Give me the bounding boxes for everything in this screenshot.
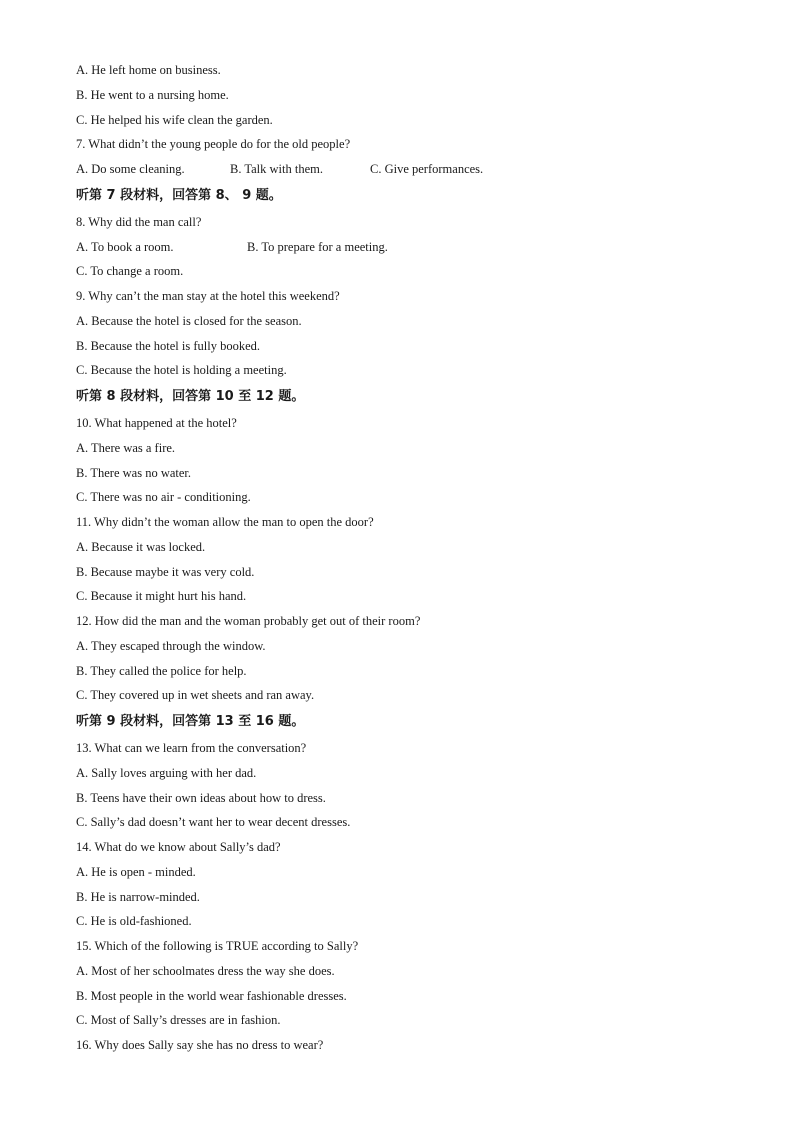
- option-12c: C. They covered up in wet sheets and ran away.: [76, 688, 315, 703]
- option-14a: A. He is open - minded.: [76, 864, 196, 879]
- question-10: 10. What happened at the hotel?: [76, 416, 237, 430]
- option-8c: C. To change a room.: [76, 264, 184, 279]
- option-14c: C. He is old-fashioned.: [76, 914, 192, 929]
- option-7c: C. Give performances.: [370, 162, 484, 176]
- option-8a: A. To book a room.: [76, 239, 174, 254]
- option-6a: A. He left home on business.: [76, 63, 221, 77]
- option-12a: A. They escaped through the window.: [76, 638, 266, 653]
- question-14: 14. What do we know about Sally’s dad?: [76, 840, 281, 854]
- option-15a: A. Most of her schoolmates dress the way she does.: [76, 963, 335, 978]
- option-6b: B. He went to a nursing home.: [76, 87, 229, 102]
- option-9b: B. Because the hotel is fully booked.: [76, 338, 260, 353]
- option-15c: C. Most of Sally’s dresses are in fashion.: [76, 1013, 281, 1028]
- option-9c: C. Because the hotel is holding a meeting.: [76, 363, 287, 378]
- question-9: 9. Why can’t the man stay at the hotel this weekend?: [76, 289, 340, 303]
- section-heading-7: 听第 7 段材料，回答第 8、 9 题。: [76, 187, 282, 203]
- document-page: [76, 58, 726, 1058]
- option-14b: B. He is narrow-minded.: [76, 889, 200, 904]
- option-13c: C. Sally’s dad doesn’t want her to wear decent dresses.: [76, 815, 351, 830]
- option-8b: B. To prepare for a meeting.: [247, 239, 388, 254]
- option-11b: B. Because maybe it was very cold.: [76, 564, 255, 579]
- option-6c: C. He helped his wife clean the garden.: [76, 112, 273, 127]
- option-11a: A. Because it was locked.: [76, 539, 206, 554]
- option-13b: B. Teens have their own ideas about how to dress.: [76, 790, 326, 805]
- option-10b: B. There was no water.: [76, 465, 192, 480]
- option-15b: B. Most people in the world wear fashionable dresses.: [76, 988, 347, 1003]
- question-7-options: [76, 157, 726, 182]
- option-13a: A. Sally loves arguing with her dad.: [76, 765, 257, 780]
- option-7b: B. Talk with them.: [230, 162, 323, 176]
- option-12b: B. They called the police for help.: [76, 663, 247, 678]
- option-10a: A. There was a fire.: [76, 440, 176, 455]
- option-11c: C. Because it might hurt his hand.: [76, 589, 247, 604]
- question-16: 16. Why does Sally say she has no dress to wear?: [76, 1038, 324, 1052]
- section-heading-8: 听第 8 段材料，回答第 10 至 12 题。: [76, 389, 305, 404]
- question-13: 13. What can we learn from the conversation?: [76, 741, 307, 755]
- question-8: 8. Why did the man call?: [76, 214, 202, 229]
- question-8-options: [76, 235, 726, 260]
- option-7a: A. Do some cleaning.: [76, 162, 185, 176]
- question-7: 7. What didn’t the young people do for the old people?: [76, 137, 351, 152]
- question-11: 11. Why didn’t the woman allow the man to open the door?: [76, 515, 374, 529]
- question-12: 12. How did the man and the woman probably get out of their room?: [76, 614, 421, 628]
- question-15: 15. Which of the following is TRUE according to Sally?: [76, 939, 359, 953]
- option-9a: A. Because the hotel is closed for the season.: [76, 313, 302, 328]
- section-heading-9: 听第 9 段材料，回答第 13 至 16 题。: [76, 714, 305, 729]
- option-10c: C. There was no air - conditioning.: [76, 490, 251, 505]
